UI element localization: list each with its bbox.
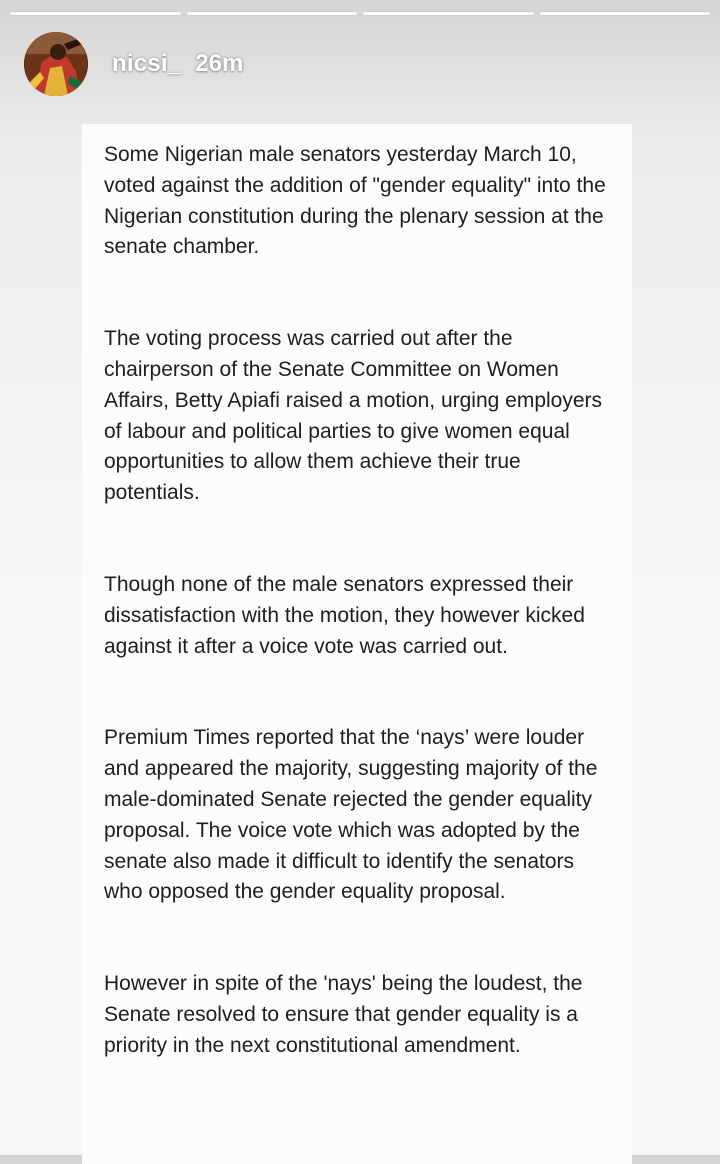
timestamp: 26m [195, 50, 244, 77]
article-paragraph-2: The voting process was carried out after the chairperson of the Senate Committee on Women Affairs, Betty Apiafi raised a motion, urging employers of labour and political parties to give women equal opportunities to allow them achieve their true potentials. [104, 327, 603, 505]
story-progress-segment-4[interactable] [540, 12, 711, 15]
story-progress-segment-3[interactable] [363, 12, 534, 15]
article-paragraph-1: Some Nigerian male senators yesterday March 10, voted against the addition of "gender equality" into the Nigerian constitution during the plenary session at the senate chamber. [104, 143, 606, 259]
story-text-card [82, 124, 632, 1164]
avatar[interactable] [24, 32, 88, 96]
article-paragraph-5: However in spite of the 'nays' being the loudest, the Senate resolved to ensure that gender equality is a priority in the next constitutional amendment. [104, 972, 583, 1057]
story-progress-segment-2[interactable] [187, 12, 358, 15]
article-paragraph-3: Though none of the male senators expressed their dissatisfaction with the motion, they however kicked against it after a voice vote was carried out. [104, 572, 585, 658]
username[interactable]: nicsi_ [112, 50, 182, 77]
story-progress-segment-1[interactable] [10, 12, 181, 15]
story-header [24, 32, 243, 96]
story-progress-bars [10, 12, 710, 15]
avatar-image [24, 32, 88, 96]
article-paragraph-4: Premium Times reported that the ‘nays’ were louder and appeared the majority, suggesting majority of the male-dominated Senate rejected the gender equality proposal. The voice vote which was adopted by the senate also made it difficult to identify the senators who opposed the gender equality proposal. [104, 726, 598, 904]
